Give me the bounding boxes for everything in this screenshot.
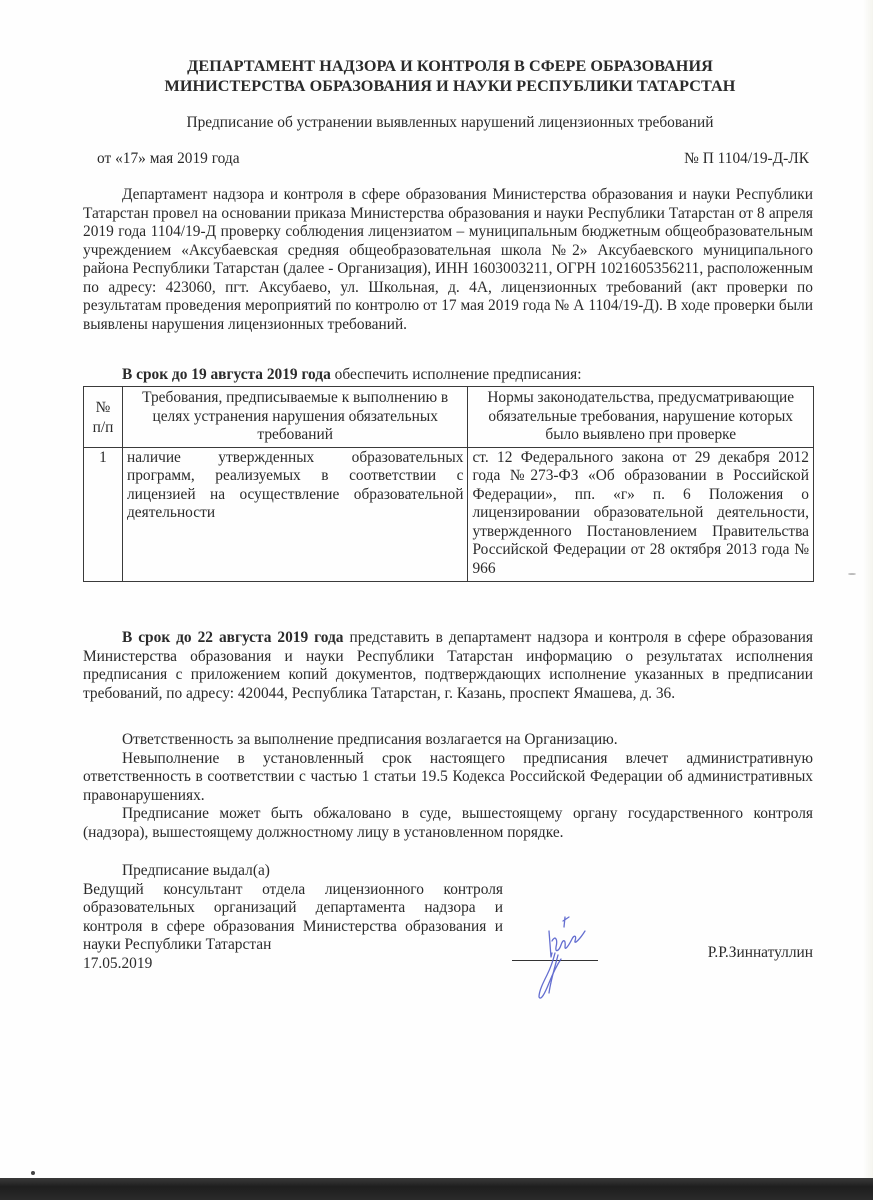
document-date: от «17» мая 2019 года	[97, 150, 240, 167]
handwritten-signature-icon	[525, 905, 615, 1005]
header-line-ministry: МИНИСТЕРСТВА ОБРАЗОВАНИЯ И НАУКИ РЕСПУБЛИКИ ТАТАРСТАН	[164, 77, 736, 95]
scan-speck	[31, 1171, 35, 1175]
cell-requirement: наличие утвержденных образовательных программ, реализуемых в соответствии с лицензией на осуществление образовательной деятельности	[122, 447, 467, 582]
header-line-department: ДЕПАРТАМЕНТ НАДЗОРА И КОНТРОЛЯ В СФЕРЕ ОБРАЗОВАНИЯ	[187, 57, 713, 75]
appeal-paragraph: Предписание может быть обжаловано в суде, вышестоящему органу государственного контроля (надзора), вышестоящему должностному лицу в установленном порядке.	[83, 805, 813, 841]
document-subtitle: Предписание об устранении выявленных нарушений лицензионных требований	[186, 114, 714, 131]
deadline-1-text: обеспечить исполнение предписания:	[330, 366, 582, 383]
document-header	[80, 56, 820, 96]
table-row	[84, 447, 814, 582]
responsibility-paragraph: Ответственность за выполнение предписания возлагается на Организацию.	[122, 731, 618, 748]
deadline-2-paragraph	[83, 629, 813, 703]
deadline-1-section	[83, 366, 813, 385]
cell-norm: ст. 12 Федерального закона от 29 декабря 2012 года №273-ФЗ «Об образовании в Российской Федерации», пп. «г» п. 6 Положения о лицензировании образовательной деятельности, утвержденного Постановлением Правительства Российской Федерации от 28 октября 2013 года № 966	[468, 447, 814, 582]
scan-bottom-edge	[0, 1178, 873, 1200]
deadline-2-text: представить в департамент надзора и контроля в сфере образования Министерства образования и науки Республики Татарстан информацию о результатах исполнения предписания с приложением копий документов, подтверждающих исполнение указанных в предписании требований, по адресу: 420044, Республика Татарстан, г. Казань, проспект Ямашева, д. 36.	[83, 629, 813, 702]
table-header-row	[84, 387, 814, 448]
issuer-position: Ведущий консультант отдела лицензионного контроля образовательных организаций департамента надзора и контроля в сфере образования Министерства образования и науки Республики Татарстан	[83, 880, 503, 953]
header-cell-number: № п/п	[84, 387, 123, 448]
issue-date: 17.05.2019	[83, 954, 153, 972]
header-cell-norms: Нормы законодательства, предусматривающие обязательные требования, нарушение которых было выявлено при проверке	[468, 387, 814, 448]
non-compliance-paragraph: Невыполнение в установленный срок настоящего предписания влечет административную ответственность в соответствии с частью 1 статьи 19.5 Кодекса Российской Федерации об административных правонарушениях.	[83, 749, 813, 804]
closing-section	[83, 731, 813, 842]
issuer-block	[83, 862, 503, 973]
scan-right-edge	[863, 0, 873, 1178]
signer-name: Р.Р.Зиннатуллин	[707, 944, 813, 961]
intro-section	[83, 186, 813, 334]
cell-number: 1	[84, 447, 123, 582]
header-cell-requirement: Требования, предписываемые к выполнению в целях устранения нарушения обязательных требований	[122, 387, 467, 448]
deadline-1-bold: В срок до 19 августа 2019 года	[122, 366, 331, 383]
scan-speck	[848, 573, 856, 575]
intro-paragraph: Департамент надзора и контроля в сфере образования Министерства образования и науки Республики Татарстан провел на основании приказа Министерства образования и науки Республики Татарстан от 8 апреля 2019 года 1104/19-Д проверку соблюдения лицензиатом – муниципальным бюджетным общеобразовательным учреждением «Аксубаевская средняя общеобразовательная школа №2» Аксубаевского муниципального района Республики Татарстан (далее - Организация), ИНН 1603003211, ОГРН 1021605356211, расположенным по адресу: 423060, пгт. Аксубаево, ул. Школьная, д. 4А, лицензионных требований (акт проверки по результатам проведения мероприятий по контролю от 17 мая 2019 года № А 1104/19-Д). В ходе проверки были выявлены нарушения лицензионных требований.	[83, 186, 813, 333]
issuer-label: Предписание выдал(а)	[122, 862, 270, 879]
document-number: № П 1104/19-Д-ЛК	[684, 150, 809, 167]
deadline-1-paragraph	[83, 366, 813, 385]
deadline-2-bold: В срок до 22 августа 2019 года	[122, 629, 344, 646]
deadline-2-section	[83, 629, 813, 703]
requirements-table	[83, 386, 814, 582]
